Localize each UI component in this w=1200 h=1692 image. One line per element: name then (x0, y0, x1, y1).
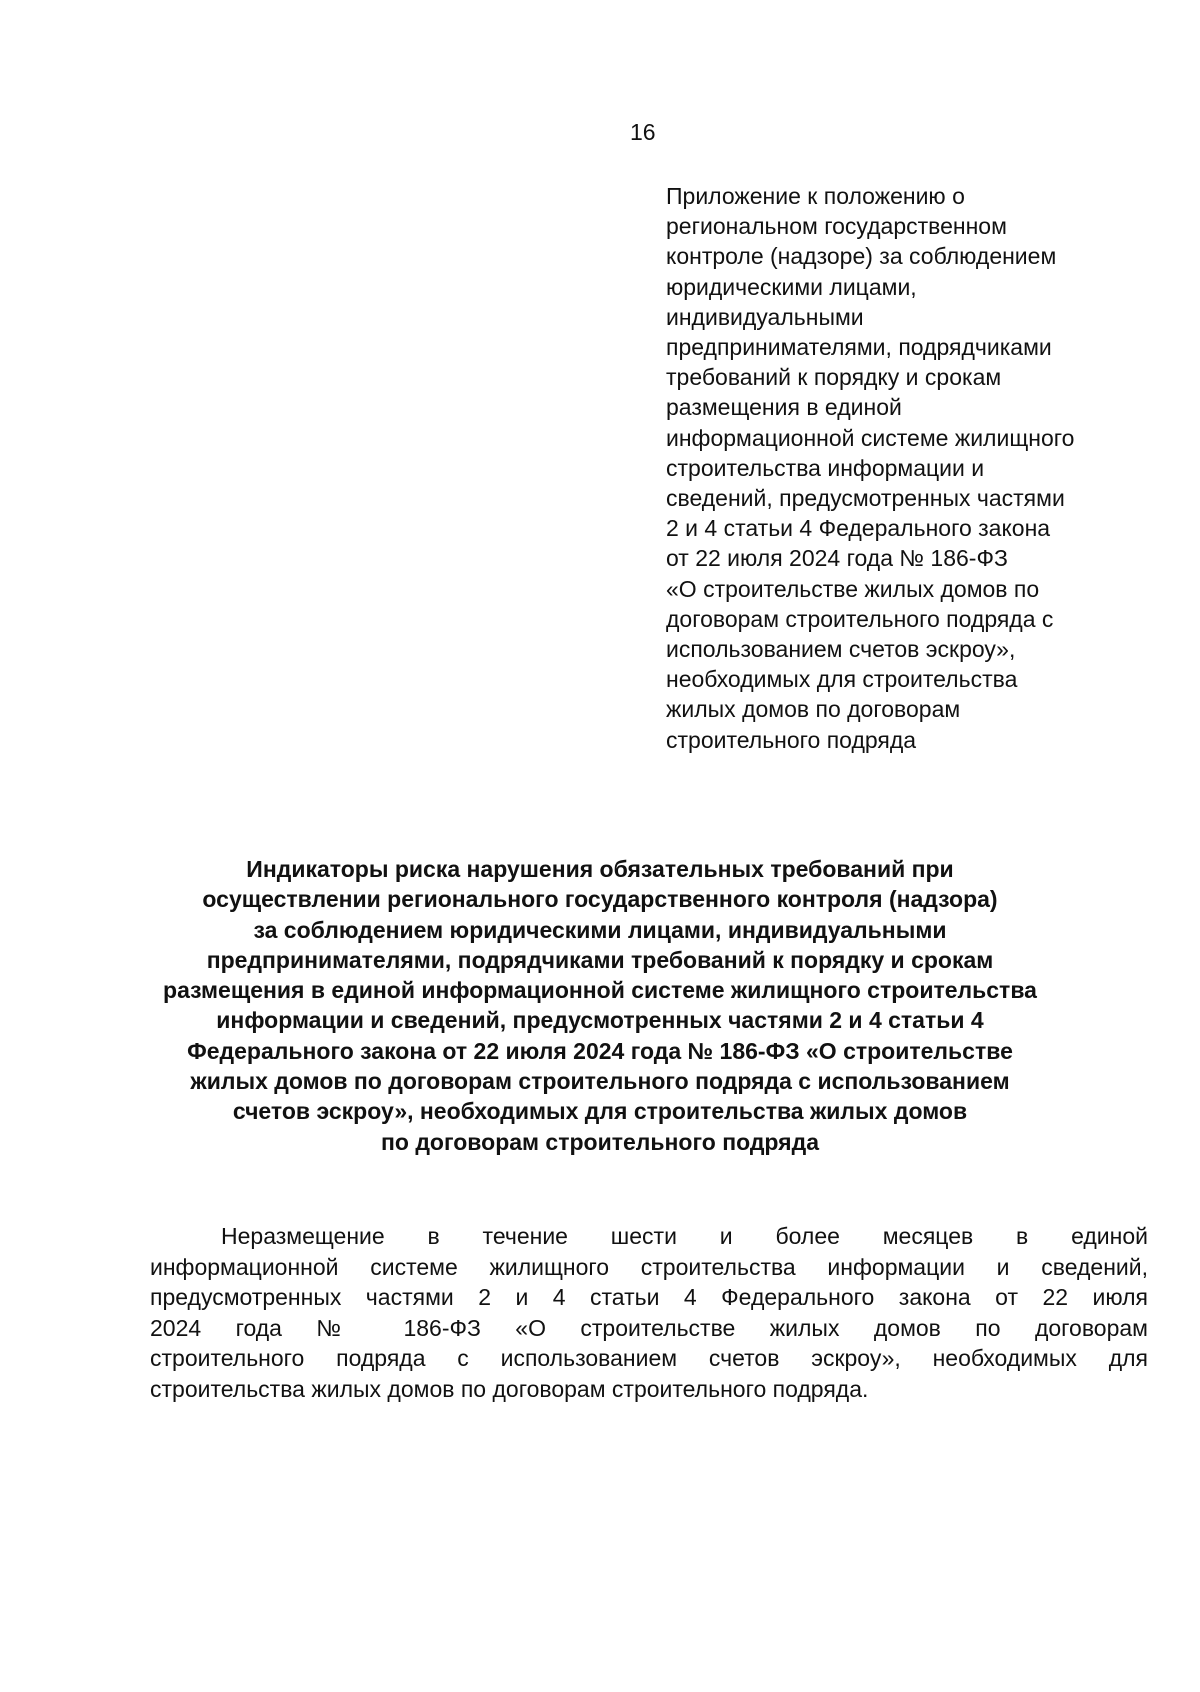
appendix-line: региональном государственном (666, 213, 1007, 240)
body-line: информационной системе жилищного строительства информации и сведений, (150, 1253, 1148, 1280)
appendix-line: договорам строительного подряда с (666, 605, 1054, 632)
appendix-line: 2 и 4 статьи 4 Федерального закона (666, 515, 1051, 542)
appendix-line: Приложение к положению о (666, 183, 965, 209)
page-number: 16 (630, 119, 656, 145)
appendix-line: «О строительстве жилых домов по (666, 575, 1040, 602)
title-line: счетов эскроу», необходимых для строительства жилых домов (232, 1098, 968, 1125)
title-line: предпринимателями, подрядчиками требований к порядку и срокам (206, 946, 994, 973)
appendix-note (666, 181, 1166, 755)
body-paragraph (150, 1221, 1148, 1404)
appendix-line: строительства информации и (666, 454, 985, 481)
appendix-line: предпринимателями, подрядчиками (666, 334, 1052, 361)
title-line: размещения в единой информационной системе жилищного строительства (163, 977, 1037, 1004)
appendix-line: требований к порядку и срокам (666, 364, 1002, 391)
appendix-line: строительного подряда (666, 726, 917, 753)
appendix-line: сведений, предусмотренных частями (666, 485, 1065, 512)
title-line: за соблюдением юридическими лицами, индивидуальными (253, 916, 947, 943)
appendix-line: жилых домов по договорам (666, 696, 961, 723)
body-line: строительства жилых домов по договорам строительного подряда. (150, 1375, 869, 1402)
title-line: по договорам строительного подряда (381, 1128, 819, 1155)
document-title (130, 854, 1070, 1157)
title-line: Федерального закона от 22 июля 2024 года № 186-ФЗ «О строительстве (187, 1037, 1013, 1064)
title-line: Индикаторы риска нарушения обязательных требований при (246, 856, 954, 882)
appendix-line: размещения в единой (666, 394, 902, 421)
title-line: информации и сведений, предусмотренных частями 2 и 4 статьи 4 (216, 1007, 984, 1034)
appendix-line: информационной системе жилищного (666, 424, 1075, 451)
appendix-line: необходимых для строительства (666, 666, 1018, 693)
appendix-line: индивидуальными (666, 303, 864, 330)
appendix-line: контроле (надзоре) за соблюдением (666, 243, 1057, 270)
body-line: Неразмещение в течение шести и более месяцев в единой (221, 1223, 1148, 1249)
appendix-line: от 22 июля 2024 года № 186-ФЗ (666, 545, 1008, 572)
body-line: строительного подряда с использованием счетов эскроу», необходимых для (150, 1345, 1148, 1371)
appendix-line: использованием счетов эскроу», (666, 636, 1016, 663)
title-line: осуществлении регионального государственного контроля (надзора) (202, 886, 998, 913)
body-line: 2024 года № 186-ФЗ «О строительстве жилых домов по договорам (150, 1314, 1148, 1341)
body-line: предусмотренных частями 2 и 4 статьи 4 Федерального закона от 22 июля (150, 1284, 1148, 1310)
appendix-line: юридическими лицами, (666, 273, 917, 300)
title-line: жилых домов по договорам строительного подряда с использованием (190, 1068, 1010, 1095)
